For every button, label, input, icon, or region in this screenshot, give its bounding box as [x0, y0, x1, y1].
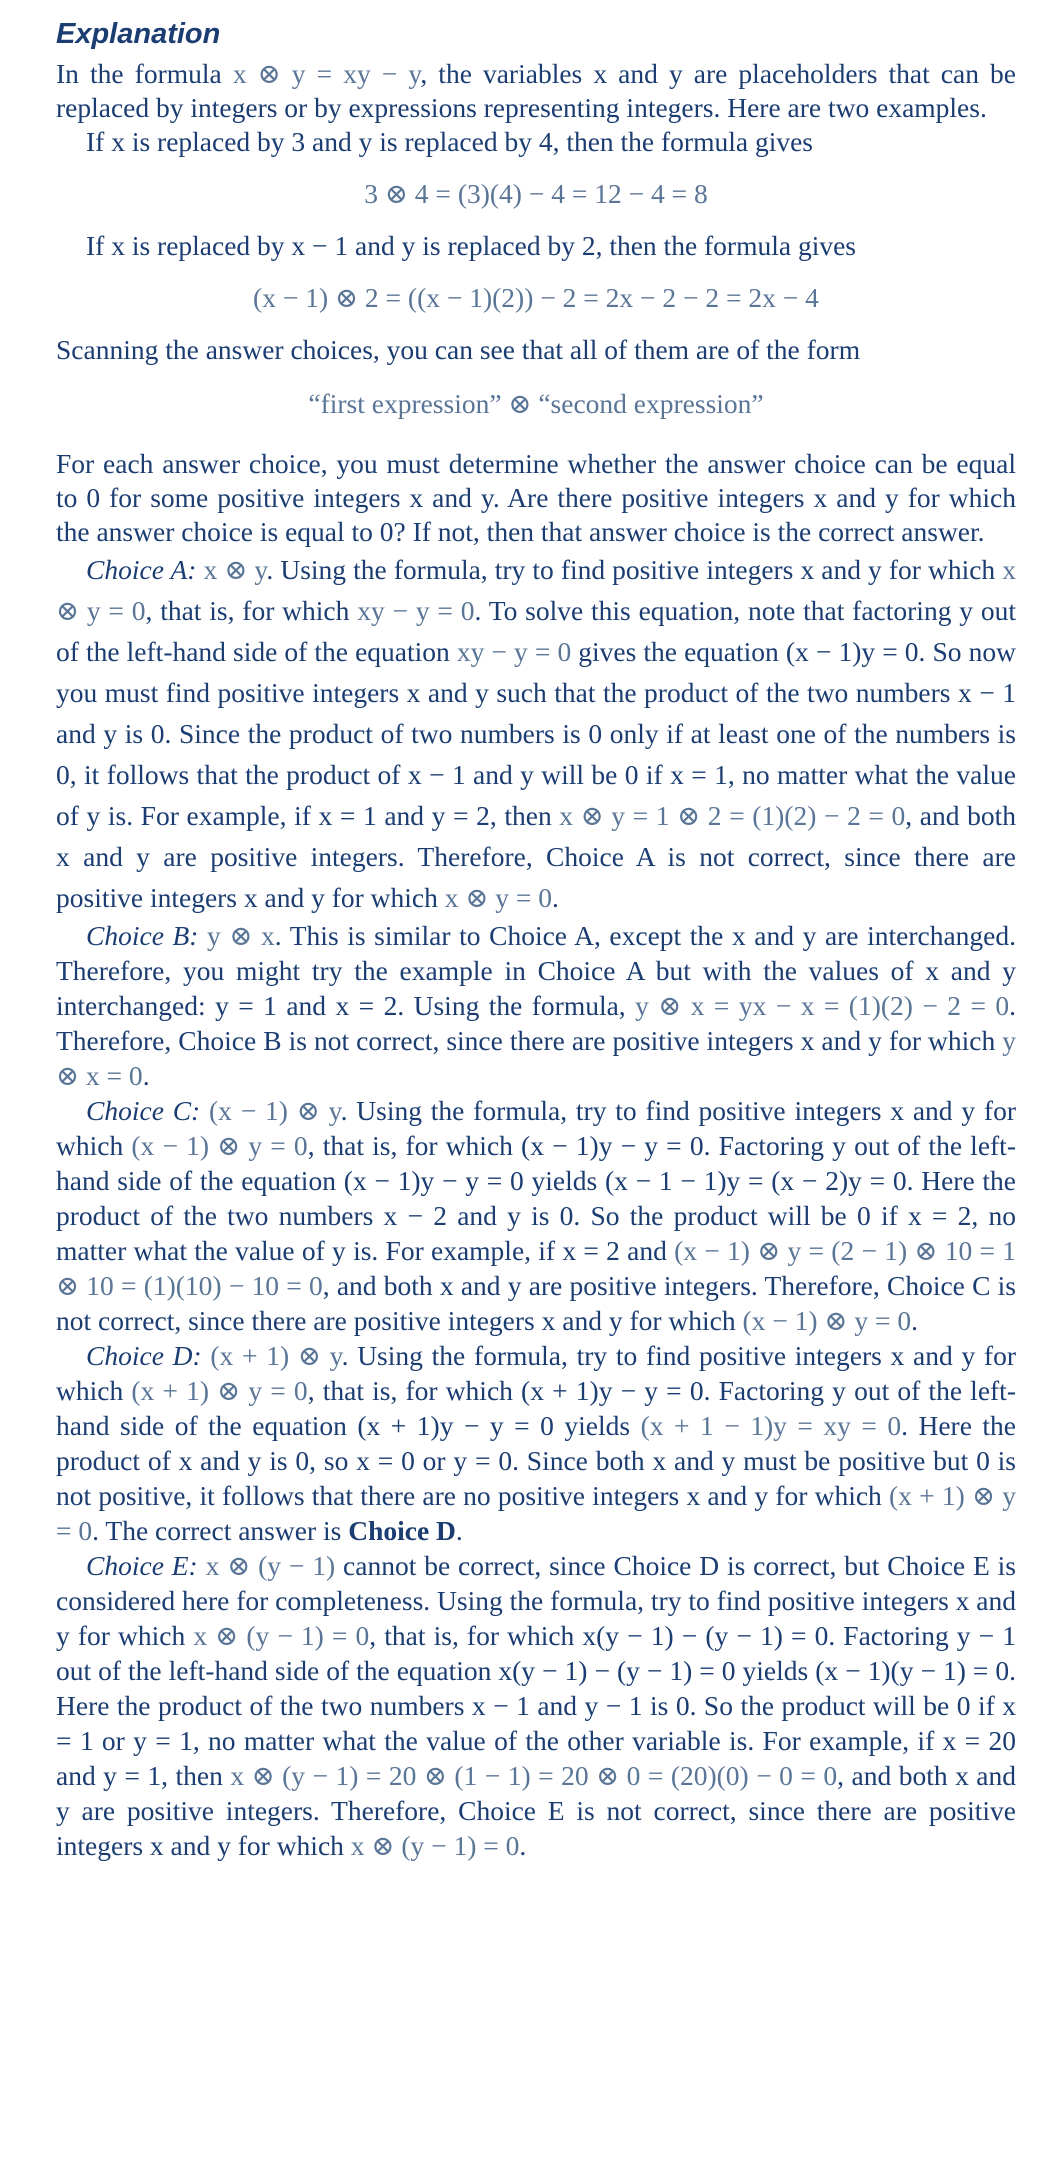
choice-d-label: Choice D:	[86, 1340, 202, 1371]
choice-b-paragraph: Choice B: y ⊗ x. This is similar to Choice A, except the x and y are interchanged. Therefore, you might try the example in Choice A but with the values of x and y interchanged: y = 1 and x = 2. Using the formula, y ⊗ x = yx − x = (1)(2) − 2 = 0. Therefore, Choice B is not correct, since there are positive integers x and y for which y ⊗ x = 0.	[56, 920, 1016, 1091]
example-2-text: If x is replaced by x − 1 and y is replaced by 2, then the formula gives	[86, 230, 856, 261]
choice-e-label: Choice E:	[86, 1550, 198, 1581]
example-1-equation: 3 ⊗ 4 = (3)(4) − 4 = 12 − 4 = 8	[364, 178, 708, 209]
task-paragraph: For each answer choice, you must determine whether the answer choice can be equal to 0 for some positive integers x and y. Are there positive integers x and y for which the answer choice is equal to 0? If not, then that answer choice is the correct answer.	[56, 448, 1016, 547]
choice-a-label: Choice A:	[86, 554, 197, 585]
choice-c-label: Choice C:	[86, 1095, 201, 1126]
choice-a-paragraph: Choice A: x ⊗ y. Using the formula, try to find positive integers x and y for which x ⊗ y = 0, that is, for which xy − y = 0. To solve this equation, note that factoring y out of the left-hand side of the equation xy − y = 0 gives the equation (x − 1)y = 0. So now you must find positive integers x and y such that the product of the two numbers x − 1 and y is 0. Since the product of two numbers is 0 only if at least one of the numbers is 0, it follows that the product of x − 1 and y will be 0 if x = 1, no matter what the value of y is. For example, if x = 1 and y = 2, then x ⊗ y = 1 ⊗ 2 = (1)(2) − 2 = 0, and both x and y are positive integers. Therefore, Choice A is not correct, since there are positive integers x and y for which x ⊗ y = 0.	[56, 554, 1016, 913]
example-1-text: If x is replaced by 3 and y is replaced by 4, then the formula gives	[86, 126, 813, 157]
choice-form-equation: “first expression” ⊗ “second expression”	[308, 388, 764, 419]
choice-c-paragraph: Choice C: (x − 1) ⊗ y. Using the formula, try to find positive integers x and y for which (x − 1) ⊗ y = 0, that is, for which (x − 1)y − y = 0. Factoring y out of the left-hand side of the equation (x − 1)y − y = 0 yields (x − 1 − 1)y = (x − 2)y = 0. Here the product of the two numbers x − 2 and y is 0. So the product will be 0 if x = 2, no matter what the value of y is. For example, if x = 2 and (x − 1) ⊗ y = (2 − 1) ⊗ 10 = 1 ⊗ 10 = (1)(10) − 10 = 0, and both x and y are positive integers. Therefore, Choice C is not correct, since there are positive integers x and y for which (x − 1) ⊗ y = 0.	[56, 1095, 1016, 1336]
choice-e-paragraph: Choice E: x ⊗ (y − 1) cannot be correct, since Choice D is correct, but Choice E is considered here for completeness. Using the formula, try to find positive integers x and y for which x ⊗ (y − 1) = 0, that is, for which x(y − 1) − (y − 1) = 0. Factoring y − 1 out of the left-hand side of the equation x(y − 1) − (y − 1) = 0 yields (x − 1)(y − 1) = 0. Here the product of the two numbers x − 1 and y − 1 is 0. So the product will be 0 if x = 1 or y = 1, no matter what the value of the other variable is. For example, if x = 20 and y = 1, then x ⊗ (y − 1) = 20 ⊗ (1 − 1) = 20 ⊗ 0 = (20)(0) − 0 = 0, and both x and y are positive integers. Therefore, Choice E is not correct, since there are positive integers x and y for which x ⊗ (y − 1) = 0.	[56, 1550, 1017, 1861]
choice-b-label: Choice B:	[86, 920, 199, 951]
explanation-page	[56, 16, 1016, 1863]
formula-definition: x ⊗ y = xy − y	[232, 58, 421, 89]
intro-paragraph: In the formula x ⊗ y = xy − y, the variables x and y are placeholders that can be replaced by integers or by expressions representing integers. Here are two examples.	[56, 58, 1016, 123]
choice-d-paragraph: Choice D: (x + 1) ⊗ y. Using the formula, try to find positive integers x and y for which (x + 1) ⊗ y = 0, that is, for which (x + 1)y − y = 0. Factoring y out of the left-hand side of the equation (x + 1)y − y = 0 yields (x + 1 − 1)y = xy = 0. Here the product of x and y is 0, so x = 0 or y = 0. Since both x and y must be positive but 0 is not positive, it follows that there are no positive integers x and y for which (x + 1) ⊗ y = 0. The correct answer is Choice D.	[56, 1340, 1017, 1546]
correct-answer: Choice D	[348, 1515, 456, 1546]
scan-text: Scanning the answer choices, you can see that all of them are of the form	[56, 334, 861, 365]
section-heading: Explanation	[56, 18, 221, 50]
example-2-equation: (x − 1) ⊗ 2 = ((x − 1)(2)) − 2 = 2x − 2 − 2 = 2x − 4	[253, 282, 819, 313]
